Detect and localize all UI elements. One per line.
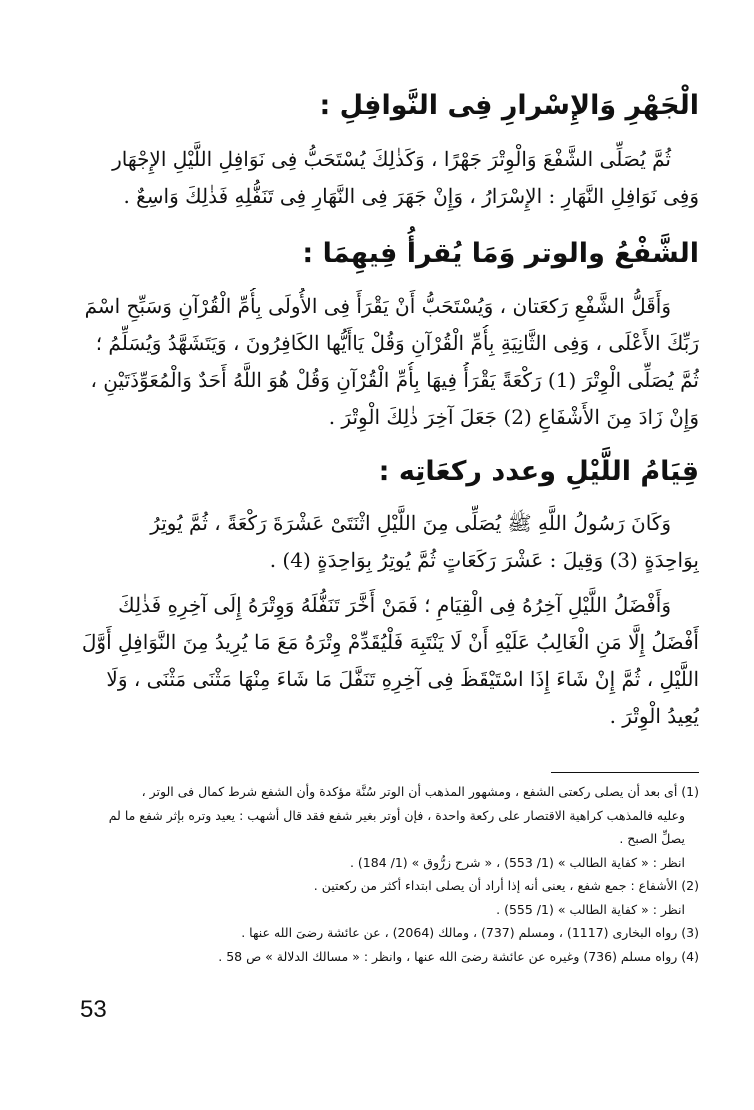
footnote-line: (1) أى بعد أن يصلى ركعتى الشفع ، ومشهور المذهب أن الوتر سُنَّة مؤكدة وأن الشفع شرط كمال فى الوتر ،	[141, 784, 699, 799]
section-heading-recitation: الْجَهْرِ وَالإِسْرارِ فِى النَّوافِلِ :	[319, 90, 699, 121]
section-heading-night-prayer: قِيَامُ اللَّيْلِ وعدد ركعَاتِه :	[378, 456, 699, 487]
footnote-line: وعليه فالمذهب كراهية الاقتصار على ركعة واحدة ، فإن أوتر بغير شفع فقد قال أشهب : يعيد وتره بإثر شفع ما لم	[108, 807, 685, 823]
footnotes	[74, 780, 699, 968]
paragraph-shafa-witr	[78, 288, 699, 436]
paragraph-night-prayer	[78, 505, 699, 579]
text-line: ثُمَّ يُصَلِّى الشَّفْعَ وَالْوِتْرَ جَهْرًا ، وَكَذٰلِكَ يُسْتَحَبُّ فِى نَوَافِلِ اللَّيْلِ الإِجْهَار	[112, 147, 671, 171]
text-line: وَكَانَ رَسُولُ اللَّهِ ﷺ يُصَلِّى مِنَ اللَّيْلِ اثْنَتَىْ عَشْرَةَ رَكْعَةً ، ثُمَّ يُوتِرُ	[150, 511, 671, 535]
footnote-line: (2) الأشفاع : جمع شفع ، يعنى أنه إذا أراد أن يصلى ابتداء أكثر من ركعتين .	[313, 878, 699, 893]
footnote-line: انظر : « كفاية الطالب » (1/ 555) .	[496, 901, 685, 917]
text-line: وَأَقَلُّ الشَّفْعِ رَكعَتان ، وَيُسْتَحَبُّ أَنْ يَقْرَأَ فِى الأُولَى بِأُمِّ الْقُرْآنِ وَسَبِّحِ اسْمَ	[84, 294, 671, 318]
footnote-divider	[551, 772, 699, 773]
text-line: وَأَفْضَلُ اللَّيْلِ آخِرُهُ فِى الْقِيَامِ ؛ فَمَنْ أَخَّرَ تَنَفُّلَهُ وَوِتْرَهُ إِلَى آخِرِهِ فَذٰلِكَ	[118, 593, 671, 617]
section-heading-shafa-witr: الشَّفْعُ والوتر وَمَا يُقرأُ فِيهِمَا :	[302, 238, 699, 269]
paragraph-recitation	[78, 141, 699, 215]
page-number: 53	[80, 996, 107, 1023]
text-line: وَإِنْ زَادَ مِنَ الأَشْفَاعِ (2) جَعَلَ آخِرَ ذٰلِكَ الْوِتْرَ .	[328, 405, 699, 429]
text-line: رَبِّكَ الأَعْلَى ، وَفِى الثَّانِيَةِ بِأُمِّ الْقُرْآنِ وَقُلْ يَاأَيُّها الكَافِرُونَ ، وَيَتَشَهَّدُ وَيُسَلِّمُ ؛	[95, 331, 699, 355]
footnote-line: (4) رواه مسلم (736) وغيره عن عائشة رضىَ الله عنها ، وانظر : « مسالك الدلالة » ص 58 .	[218, 948, 699, 964]
text-line: يُعِيدُ الْوِتْرَ .	[609, 704, 699, 728]
text-line: اللَّيْلِ ، ثُمَّ إِنْ شَاءَ إِذَا اسْتَيْقَظَ فِى آخِرِهِ تَنَفَّلَ مَا شَاءَ مِنْهَا مَثْنَى مَثْنَى ، وَلَا	[106, 667, 699, 691]
text-line: ثُمَّ يُصَلِّى الْوِتْرَ (1) رَكْعَةً يَقْرَأُ فِيهَا بِأُمِّ الْقُرْآنِ وَقُلْ هُوَ اللَّهُ أَحَدٌ وَالْمُعَوِّذَتَيْنِ ،	[90, 368, 699, 392]
footnote-line: (3) رواه البخارى (1117) ، ومسلم (737) ، ومالك (2064) ، عن عائشة رضىَ الله عنها .	[241, 925, 699, 940]
footnote-line: انظر : « كفاية الطالب » (1/ 553) ، « شرح زرُّوق » (1/ 184) .	[349, 854, 685, 870]
paragraph-best-time	[78, 587, 699, 735]
text-line: بِوَاحِدَةٍ (3) وَقِيلَ : عَشْرَ رَكَعَاتٍ ثُمَّ يُوتِرُ بِوَاحِدَةٍ (4) .	[269, 548, 699, 572]
text-line: وَفِى نَوَافِلِ النَّهَارِ : الإِسْرَارُ ، وَإِنْ جَهَرَ فِى النَّهَارِ فِى تَنَفُّلِهِ فَذٰلِكَ وَاسِعٌ .	[123, 184, 699, 208]
footnote-line: يصلِّ الصبح .	[619, 831, 685, 846]
text-line: أَفْضَلُ إِلَّا مَنِ الْغَالِبُ عَلَيْهِ أَنْ لَا يَنْتَبِهَ فَلْيُقَدِّمْ وِتْرَهُ مَعَ مَا يُرِيدُ مِنَ النَّوَافِلِ أَوَّلَ	[81, 630, 699, 654]
